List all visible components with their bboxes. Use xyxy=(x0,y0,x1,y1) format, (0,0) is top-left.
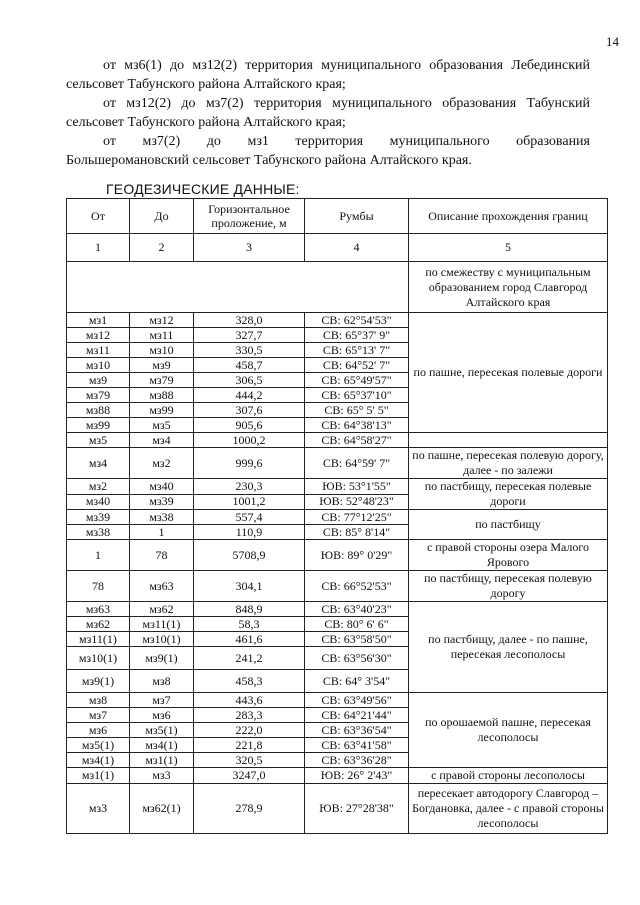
page-number: 14 xyxy=(606,34,619,49)
to-cell: мз10 xyxy=(130,343,194,358)
bearing-cell: СВ: 65°13' 7" xyxy=(305,343,409,358)
bearing-cell: СВ: 65°37' 9" xyxy=(305,328,409,343)
table-header-row xyxy=(67,199,608,234)
geodetic-table xyxy=(66,198,608,834)
neighbour-row xyxy=(67,262,608,313)
to-cell: мз11 xyxy=(130,328,194,343)
to-cell: мз3 xyxy=(130,768,194,784)
from-cell: мз88 xyxy=(67,403,130,418)
paragraph-1 xyxy=(66,56,590,94)
from-cell: мз3 xyxy=(67,784,130,834)
from-cell: мз10 xyxy=(67,358,130,373)
table-row xyxy=(67,448,608,479)
bearing-cell: СВ: 63°49'56" xyxy=(305,693,409,708)
distance-cell: 1001,2 xyxy=(194,494,305,510)
distance-cell: 222,0 xyxy=(194,723,305,738)
bearing-cell: ЮВ: 26° 2'43" xyxy=(305,768,409,784)
to-cell: мз7 xyxy=(130,693,194,708)
distance-cell: 306,5 xyxy=(194,373,305,388)
from-cell: мз11 xyxy=(67,343,130,358)
index-cell: 1 xyxy=(67,234,130,262)
bearing-cell: СВ: 62°54'53" xyxy=(305,313,409,328)
from-cell: мз1(1) xyxy=(67,768,130,784)
from-cell: мз99 xyxy=(67,418,130,433)
to-cell: мз5(1) xyxy=(130,723,194,738)
paragraph-3 xyxy=(66,132,590,170)
header-bearings: Румбы xyxy=(305,199,409,234)
from-cell: мз40 xyxy=(67,494,130,510)
bearing-cell: СВ: 65°37'10" xyxy=(305,388,409,403)
bearing-cell: СВ: 65° 5' 5" xyxy=(305,403,409,418)
distance-cell: 5708,9 xyxy=(194,540,305,571)
from-cell: мз5 xyxy=(67,433,130,448)
distance-cell: 328,0 xyxy=(194,313,305,328)
table-row xyxy=(67,510,608,525)
bearing-cell: ЮВ: 27°28'38" xyxy=(305,784,409,834)
header-from: От xyxy=(67,199,130,234)
bearing-cell: СВ: 77°12'25" xyxy=(305,510,409,525)
bearing-cell: СВ: 65°49'57" xyxy=(305,373,409,388)
distance-cell: 848,9 xyxy=(194,602,305,617)
header-to: До xyxy=(130,199,194,234)
from-cell: мз9 xyxy=(67,373,130,388)
to-cell: мз5 xyxy=(130,418,194,433)
to-cell: мз6 xyxy=(130,708,194,723)
table-row xyxy=(67,768,608,784)
to-cell: мз12 xyxy=(130,313,194,328)
header-distance: Горизонтальное проложение, м xyxy=(194,199,305,234)
from-cell: мз7 xyxy=(67,708,130,723)
bearing-cell: ЮВ: 52°48'23" xyxy=(305,494,409,510)
description-cell: пересекает автодорогу Славгород – Богдановка, далее - с правой стороны лесополосы xyxy=(409,784,608,834)
distance-cell: 458,3 xyxy=(194,670,305,693)
to-cell: мз10(1) xyxy=(130,632,194,647)
description-cell: с правой стороны озера Малого Ярового xyxy=(409,540,608,571)
to-cell: мз63 xyxy=(130,571,194,602)
distance-cell: 557,4 xyxy=(194,510,305,525)
description-cell: по пастбищу, далее - по пашне, пересекая лесополосы xyxy=(409,602,608,693)
distance-cell: 307,6 xyxy=(194,403,305,418)
bearing-cell: СВ: 63°41'58" xyxy=(305,738,409,753)
bearing-cell: СВ: 80° 6' 6" xyxy=(305,617,409,632)
bearing-cell: ЮВ: 89° 0'29" xyxy=(305,540,409,571)
header-description: Описание прохождения границ xyxy=(409,199,608,234)
bearing-cell: СВ: 64°59' 7" xyxy=(305,448,409,479)
to-cell: 1 xyxy=(130,525,194,540)
distance-cell: 221,8 xyxy=(194,738,305,753)
distance-cell: 327,7 xyxy=(194,328,305,343)
from-cell: мз63 xyxy=(67,602,130,617)
index-cell: 2 xyxy=(130,234,194,262)
to-cell: мз8 xyxy=(130,670,194,693)
from-cell: мз10(1) xyxy=(67,647,130,670)
distance-cell: 58,3 xyxy=(194,617,305,632)
paragraph-3-line-1: от мз7(2) до мз1 территория муниципального образования xyxy=(103,134,590,149)
from-cell: мз12 xyxy=(67,328,130,343)
description-cell: по пашне, пересекая полевые дороги xyxy=(409,313,608,433)
index-cell: 4 xyxy=(305,234,409,262)
paragraph-2-line-2: сельсовет Табунского района Алтайского края; xyxy=(66,115,346,130)
from-cell: мз9(1) xyxy=(67,670,130,693)
bearing-cell: СВ: 64°58'27" xyxy=(305,433,409,448)
bearing-cell: СВ: 64°21'44" xyxy=(305,708,409,723)
from-cell: мз6 xyxy=(67,723,130,738)
bearing-cell: СВ: 66°52'53" xyxy=(305,571,409,602)
table-row xyxy=(67,784,608,834)
from-cell: 1 xyxy=(67,540,130,571)
paragraph-1-line-1: от мз6(1) до мз12(2) территория муниципального образования Лебединский xyxy=(103,58,590,73)
to-cell: мз62 xyxy=(130,602,194,617)
bearing-cell: СВ: 63°56'30" xyxy=(305,647,409,670)
to-cell: мз4 xyxy=(130,433,194,448)
distance-cell: 905,6 xyxy=(194,418,305,433)
to-cell: мз99 xyxy=(130,403,194,418)
from-cell: мз4(1) xyxy=(67,753,130,768)
paragraph-2-line-1: от мз12(2) до мз7(2) территория муниципального образования Табунский xyxy=(103,96,590,111)
description-cell: по пастбищу, пересекая полевую дорогу xyxy=(409,571,608,602)
to-cell: 78 xyxy=(130,540,194,571)
bearing-cell: ЮВ: 53°1'55" xyxy=(305,479,409,495)
bearing-cell: СВ: 63°36'54" xyxy=(305,723,409,738)
to-cell: мз9(1) xyxy=(130,647,194,670)
bearing-cell: СВ: 64°52' 7" xyxy=(305,358,409,373)
from-cell: мз4 xyxy=(67,448,130,479)
table-row xyxy=(67,571,608,602)
index-cell: 3 xyxy=(194,234,305,262)
distance-cell: 3247,0 xyxy=(194,768,305,784)
distance-cell: 443,6 xyxy=(194,693,305,708)
bearing-cell: СВ: 63°36'28" xyxy=(305,753,409,768)
to-cell: мз40 xyxy=(130,479,194,495)
distance-cell: 458,7 xyxy=(194,358,305,373)
from-cell: 78 xyxy=(67,571,130,602)
to-cell: мз9 xyxy=(130,358,194,373)
distance-cell: 1000,2 xyxy=(194,433,305,448)
table-row xyxy=(67,602,608,617)
distance-cell: 461,6 xyxy=(194,632,305,647)
table-row xyxy=(67,540,608,571)
table-title: ГЕОДЕЗИЧЕСКИЕ ДАННЫЕ: xyxy=(106,181,300,197)
distance-cell: 230,3 xyxy=(194,479,305,495)
bearing-cell: СВ: 64° 3'54" xyxy=(305,670,409,693)
to-cell: мз11(1) xyxy=(130,617,194,632)
from-cell: мз38 xyxy=(67,525,130,540)
from-cell: мз79 xyxy=(67,388,130,403)
description-cell: по пастбищу, пересекая полевые дороги xyxy=(409,479,608,510)
from-cell: мз1 xyxy=(67,313,130,328)
description-cell: по пашне, пересекая полевую дорогу, далее - по залежи xyxy=(409,448,608,479)
to-cell: мз62(1) xyxy=(130,784,194,834)
to-cell: мз39 xyxy=(130,494,194,510)
description-cell-empty xyxy=(409,433,608,448)
table-row xyxy=(67,433,608,448)
distance-cell: 320,5 xyxy=(194,753,305,768)
table-row xyxy=(67,313,608,328)
to-cell: мз38 xyxy=(130,510,194,525)
from-cell: мз8 xyxy=(67,693,130,708)
distance-cell: 999,6 xyxy=(194,448,305,479)
distance-cell: 278,9 xyxy=(194,784,305,834)
to-cell: мз79 xyxy=(130,373,194,388)
bearing-cell: СВ: 85° 8'14" xyxy=(305,525,409,540)
to-cell: мз4(1) xyxy=(130,738,194,753)
distance-cell: 241,2 xyxy=(194,647,305,670)
distance-cell: 110,9 xyxy=(194,525,305,540)
bearing-cell: СВ: 63°40'23" xyxy=(305,602,409,617)
from-cell: мз2 xyxy=(67,479,130,495)
paragraph-3-line-2: Большеромановский сельсовет Табунского района Алтайского края. xyxy=(66,153,472,168)
index-cell: 5 xyxy=(409,234,608,262)
paragraph-1-line-2: сельсовет Табунского района Алтайского края; xyxy=(66,77,346,92)
description-cell: по пастбищу xyxy=(409,510,608,540)
neighbour-empty-cell xyxy=(67,262,409,313)
to-cell: мз1(1) xyxy=(130,753,194,768)
from-cell: мз62 xyxy=(67,617,130,632)
to-cell: мз88 xyxy=(130,388,194,403)
table-index-row xyxy=(67,234,608,262)
table-row xyxy=(67,479,608,495)
distance-cell: 444,2 xyxy=(194,388,305,403)
neighbour-note: по смежеству с муниципальным образованием город Славгород Алтайского края xyxy=(409,262,608,313)
description-cell: по орошаемой пашне, пересекая лесополосы xyxy=(409,693,608,768)
distance-cell: 330,5 xyxy=(194,343,305,358)
description-cell: с правой стороны лесополосы xyxy=(409,768,608,784)
table-row xyxy=(67,693,608,708)
distance-cell: 304,1 xyxy=(194,571,305,602)
from-cell: мз39 xyxy=(67,510,130,525)
to-cell: мз2 xyxy=(130,448,194,479)
bearing-cell: СВ: 64°38'13" xyxy=(305,418,409,433)
bearing-cell: СВ: 63°58'50" xyxy=(305,632,409,647)
from-cell: мз11(1) xyxy=(67,632,130,647)
paragraph-2 xyxy=(66,94,590,132)
from-cell: мз5(1) xyxy=(67,738,130,753)
distance-cell: 283,3 xyxy=(194,708,305,723)
